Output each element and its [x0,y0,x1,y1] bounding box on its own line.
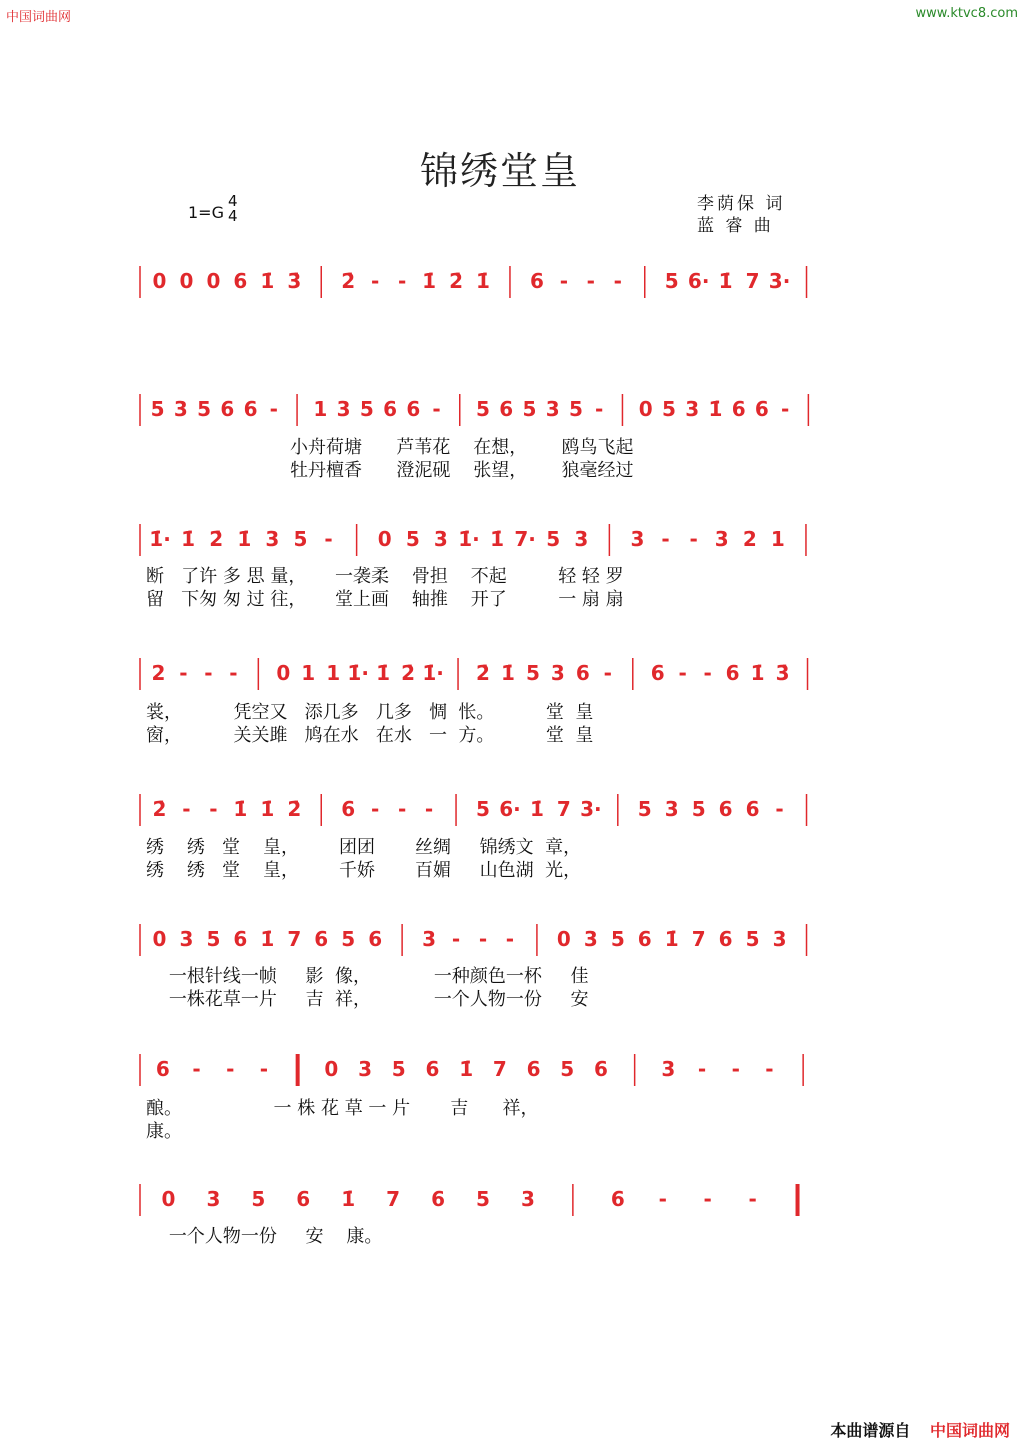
note: 6 [754,397,769,421]
note: 3 [664,797,679,821]
note: 5 [476,397,490,421]
note: 1̇ [376,661,391,685]
dash: - [748,1187,757,1211]
meter-top: 4 [228,192,238,210]
system-5-lyrics-1: 绣 绣 堂 皇， 团团 丝绸 锦绣文 章， [146,837,582,858]
note: 1̇· [458,527,480,551]
note: 6 [745,797,760,821]
system-3-lyrics-1: 断 了许 多 思 量， 一袭柔 骨担 不起 轻 轻 罗 [146,566,624,587]
note: 5 [251,1187,266,1211]
note: 1 [326,661,341,685]
dash: - [780,397,790,421]
note: 5 [206,927,221,951]
note: 7 [492,1057,507,1081]
note: 1 [770,527,785,551]
dash: - [229,661,238,685]
note: 5 [150,397,165,421]
note: 6 [499,397,514,421]
note: 3 [685,397,700,421]
note: 2 [742,527,757,551]
dash: - [451,927,461,951]
dash: - [259,1057,269,1081]
note: 6 [233,269,248,293]
note: 6 [296,1187,311,1211]
note: 2̇ [209,527,224,551]
dash: - [324,527,333,551]
dash: - [478,927,488,951]
note: 1̇ [260,927,275,951]
dash: - [192,1057,201,1081]
dash: - [371,797,380,821]
note: 6 [243,397,258,421]
note: 6 [575,661,590,685]
note: 5 [359,397,374,421]
note: 5 [569,397,583,421]
note: 1̇ [708,397,723,421]
note: 0 [638,397,653,421]
system-4-lyrics-1: 裳， 凭空又 添几多 几多 惆 怅。 堂 皇 [146,702,594,723]
system-6-lyrics-2: 一株花草一片 吉 祥， 一个人物一份 安 [146,989,589,1010]
note: 0 [161,1187,176,1211]
note: 3 [661,1057,676,1081]
note: 6 [155,1057,170,1081]
system-6-lyrics-1: 一根针线一帧 影 像， 一种颜色一杯 佳 [146,966,589,987]
note: 6· [687,269,710,293]
system-7-lyrics-1: 酿。 一 株 花 草 一 片 吉 祥， [146,1098,539,1119]
note: 3 [336,397,351,421]
note: 0 [152,269,167,293]
note: 6 [526,1057,541,1081]
note: 1̇ [233,797,248,821]
note: 1̇ [260,797,275,821]
dash: - [586,269,595,293]
note: 6 [718,797,733,821]
note: 7· [514,527,536,551]
note: 7 [386,1187,401,1211]
note: 6 [431,1187,446,1211]
note: 6 [650,661,665,685]
note: 3 [173,397,188,421]
note: 1̇ [501,661,515,685]
note: 5 [546,527,561,551]
dash: - [603,661,612,685]
note: 3 [550,661,565,685]
note: 5 [637,797,652,821]
lyricist: 李荫保 词 [697,194,786,214]
note: 6 [406,397,421,421]
note: 5 [197,397,212,421]
note: 3· [580,797,602,821]
dash: - [226,1057,235,1081]
note: 3 [206,1187,221,1211]
note: 6· [499,797,521,821]
song-title: 锦绣堂皇 [419,149,580,193]
note: 0 [206,269,221,293]
meter-bottom: 4 [228,207,238,225]
note: 7 [556,797,571,821]
note: 3 [545,397,560,421]
key-signature: 1=G [188,203,224,222]
note: 6 [529,269,544,293]
note: 1̇ [181,527,196,551]
note: 2̇ [341,269,356,293]
note: 6 [314,927,329,951]
dash: - [424,797,434,821]
note: 5 [661,397,676,421]
note: 2̇ [287,797,302,821]
site-url-right[interactable]: www.ktvc8.com [915,6,1018,21]
dash: - [432,397,441,421]
note: 5 [391,1057,406,1081]
note: 1 [301,661,316,685]
dash: - [397,797,407,821]
note: 3 [630,527,645,551]
note: 5 [293,527,308,551]
dash: - [658,1187,667,1211]
note: 6 [383,397,397,421]
system-3-lyrics-2: 留 下匆 匆 过 往， 堂上画 轴推 开了 一 扇 扇 [146,589,624,610]
note: 2̇ [401,661,416,685]
system-7-lyrics-2: 康。 [146,1121,182,1142]
note: 3 [583,927,598,951]
note: 3 [265,527,280,551]
site-name-left[interactable]: 中国词曲网 [6,10,72,25]
note: 5 [522,397,537,421]
note: 6 [425,1057,440,1081]
note: 1̇ [422,269,437,293]
note: 3̇ [287,269,302,293]
dash: - [595,397,604,421]
note: 6 [718,927,733,951]
dash: - [689,527,698,551]
note: 3 [422,927,437,951]
note: 1̇ [750,661,765,685]
footer-source-site[interactable]: 中国词曲网 [929,1421,1010,1440]
note: 1̇ [260,269,275,293]
note: 1̇· [422,661,444,685]
note: 0 [324,1057,339,1081]
footer-source [830,1418,1010,1441]
dash: - [613,269,622,293]
dash: - [703,1187,712,1211]
note: 5 [664,269,679,293]
note: 6 [725,661,740,685]
dash: - [678,661,687,685]
note: 0 [377,527,392,551]
note: 5 [341,927,356,951]
note: 3 [433,527,448,551]
system-5-lyrics-2: 绣 绣 堂 皇， 千娇 百媚 山色湖 光， [146,860,582,881]
note: 3̇ [775,661,790,685]
note: 5 [476,797,490,821]
dash: - [269,397,278,421]
note: 6 [233,927,248,951]
dash: - [179,661,188,685]
dash: - [397,269,407,293]
note: 1̇· [149,527,171,551]
note: 6 [731,397,746,421]
note: 1̇ [664,927,679,951]
note: 0 [179,269,194,293]
note: 6 [341,797,356,821]
time-signature [228,194,238,224]
note: 1̇ [341,1187,356,1211]
note: 5 [691,797,706,821]
system-1-notation [0,262,1024,322]
dash: - [182,797,191,821]
note: 0 [556,927,571,951]
note: 1̇ [490,527,505,551]
dash: - [505,927,515,951]
credits [697,193,785,237]
note: 3 [358,1057,373,1081]
footer-source-label: 本曲谱源自 [830,1421,911,1440]
note: 1̇ [459,1057,474,1081]
dash: - [703,661,712,685]
note: 0 [276,661,291,685]
dash: - [765,1057,774,1081]
note: 6 [593,1057,608,1081]
system-2-lyrics-2: 牡丹檀香 澄泥砚 张望， 狼毫经过 [290,460,634,481]
note: 3· [768,269,791,293]
dash: - [661,527,670,551]
dash: - [559,269,569,293]
composer: 蓝 睿 曲 [697,216,774,236]
note: 0 [152,927,167,951]
note: 5 [476,1187,490,1211]
note: 5 [745,927,760,951]
note: 3 [714,527,729,551]
note: 6 [637,927,652,951]
system-2-lyrics-1: 小舟荷塘 芦苇花 在想， 鸥鸟飞起 [290,437,634,458]
note: 5 [560,1057,575,1081]
note: 2 [151,661,166,685]
note: 2̇ [152,797,167,821]
note: 7 [745,269,760,293]
note: 5 [405,527,420,551]
system-8-lyrics-1: 一个人物一份 安 康。 [146,1226,383,1247]
note: 3 [574,527,589,551]
note: 1̇ [718,269,733,293]
note: 7 [287,927,302,951]
note: 3 [520,1187,535,1211]
note: 3 [179,927,194,951]
note: 6 [610,1187,625,1211]
note: 1 [313,397,328,421]
system-4-lyrics-2: 窗， 关关雎 鸠在水 在水 一 方。 堂 皇 [146,725,594,746]
note: 2̇ [449,269,464,293]
dash: - [775,797,784,821]
note: 1̇ [237,527,252,551]
dash: - [731,1057,740,1081]
note: 1̇ [529,797,544,821]
note: 7 [691,927,706,951]
note: 6 [368,927,383,951]
dash: - [204,661,213,685]
dash: - [209,797,218,821]
note: 1̇ [476,269,490,293]
note: 3 [772,927,787,951]
note: 5 [610,927,625,951]
note: 5 [525,661,540,685]
note: 2̇ [476,661,490,685]
note: 1̇· [347,661,369,685]
dash: - [697,1057,707,1081]
note: 6 [220,397,235,421]
dash: - [371,269,380,293]
